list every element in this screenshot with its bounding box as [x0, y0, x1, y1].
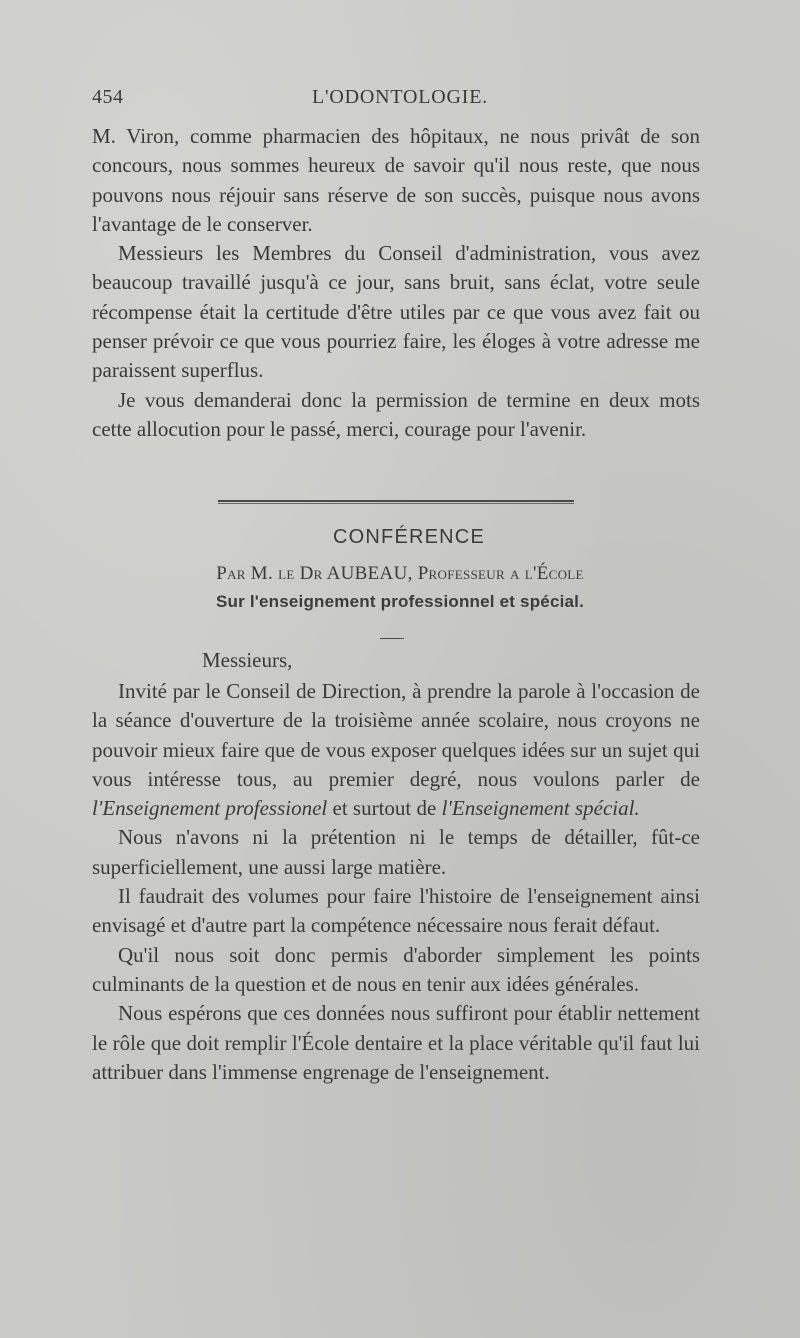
- paragraph: Je vous demanderai donc la permission de termine en deux mots cette allocution pour le passé, merci, courage pour l'avenir.: [92, 387, 700, 441]
- page-number: 454: [92, 86, 124, 108]
- salutation: Messieurs,: [202, 648, 293, 672]
- paragraph: Nous n'avons ni la prétention ni le temps de détailler, fût-ce superficiellement, une aussi large matière.: [92, 825, 700, 879]
- paragraph: Qu'il nous soit donc permis d'aborder simplement les points culminants de la question et de nous en tenir aux idées générales.: [92, 942, 700, 996]
- conference-subtitle: Sur l'enseignement professionnel et spécial.: [215, 592, 585, 611]
- italic-term: l'Enseignement professionel: [92, 796, 328, 821]
- running-head: [92, 86, 700, 114]
- conference-author: Par M. le Dr AUBEAU, Professeur a l'École: [216, 563, 584, 584]
- italic-term: l'Enseignement spécial.: [441, 796, 640, 821]
- paragraph: M. Viron, comme pharmacien des hôpitaux, ne nous privât de son concours, nous sommes heureux de savoir qu'il nous reste, que nous pouvons nous réjouir sans réserve de son succès, puisque nous avons l'avantage de le conserver.: [92, 124, 700, 236]
- paragraph-text: et surtout de: [327, 796, 442, 821]
- short-dash: [380, 638, 404, 639]
- paragraph-text: Invité par le Conseil de Direction, à prendre la parole à l'occasion de la séance d'ouverture de la troisième année scolaire, nous croyons ne pouvoir mieux faire que de vous exposer quelques idées sur un sujet qui vous intéresse tous, au premier degré, nous voulons parler de: [92, 679, 700, 791]
- paragraph: Il faudrait des volumes pour faire l'histoire de l'enseignement ainsi envisagé et d'autre part la compétence nécessaire nous ferait défaut.: [92, 884, 700, 938]
- closing-remarks: [92, 122, 700, 444]
- paragraph: [92, 677, 700, 823]
- conference-body: [92, 677, 700, 1087]
- section-divider: [218, 500, 574, 504]
- paragraph: Nous espérons que ces données nous suffiront pour établir nettement le rôle que doit remplir l'École dentaire et la place véritable qu'il faut lui attribuer dans l'immense engrenage de l'enseignement.: [92, 1001, 700, 1084]
- paragraph: Messieurs les Membres du Conseil d'administration, vous avez beaucoup travaillé jusqu'à ce jour, sans bruit, sans éclat, votre seule récompense était la certitude d'être utiles par ce que vous avez fait ou penser prévoir ce que vous pourriez faire, les éloges à votre adresse me paraissent superflus.: [92, 241, 700, 383]
- conference-title: CONFÉRENCE: [332, 526, 485, 548]
- journal-title: L'ODONTOLOGIE.: [312, 86, 489, 108]
